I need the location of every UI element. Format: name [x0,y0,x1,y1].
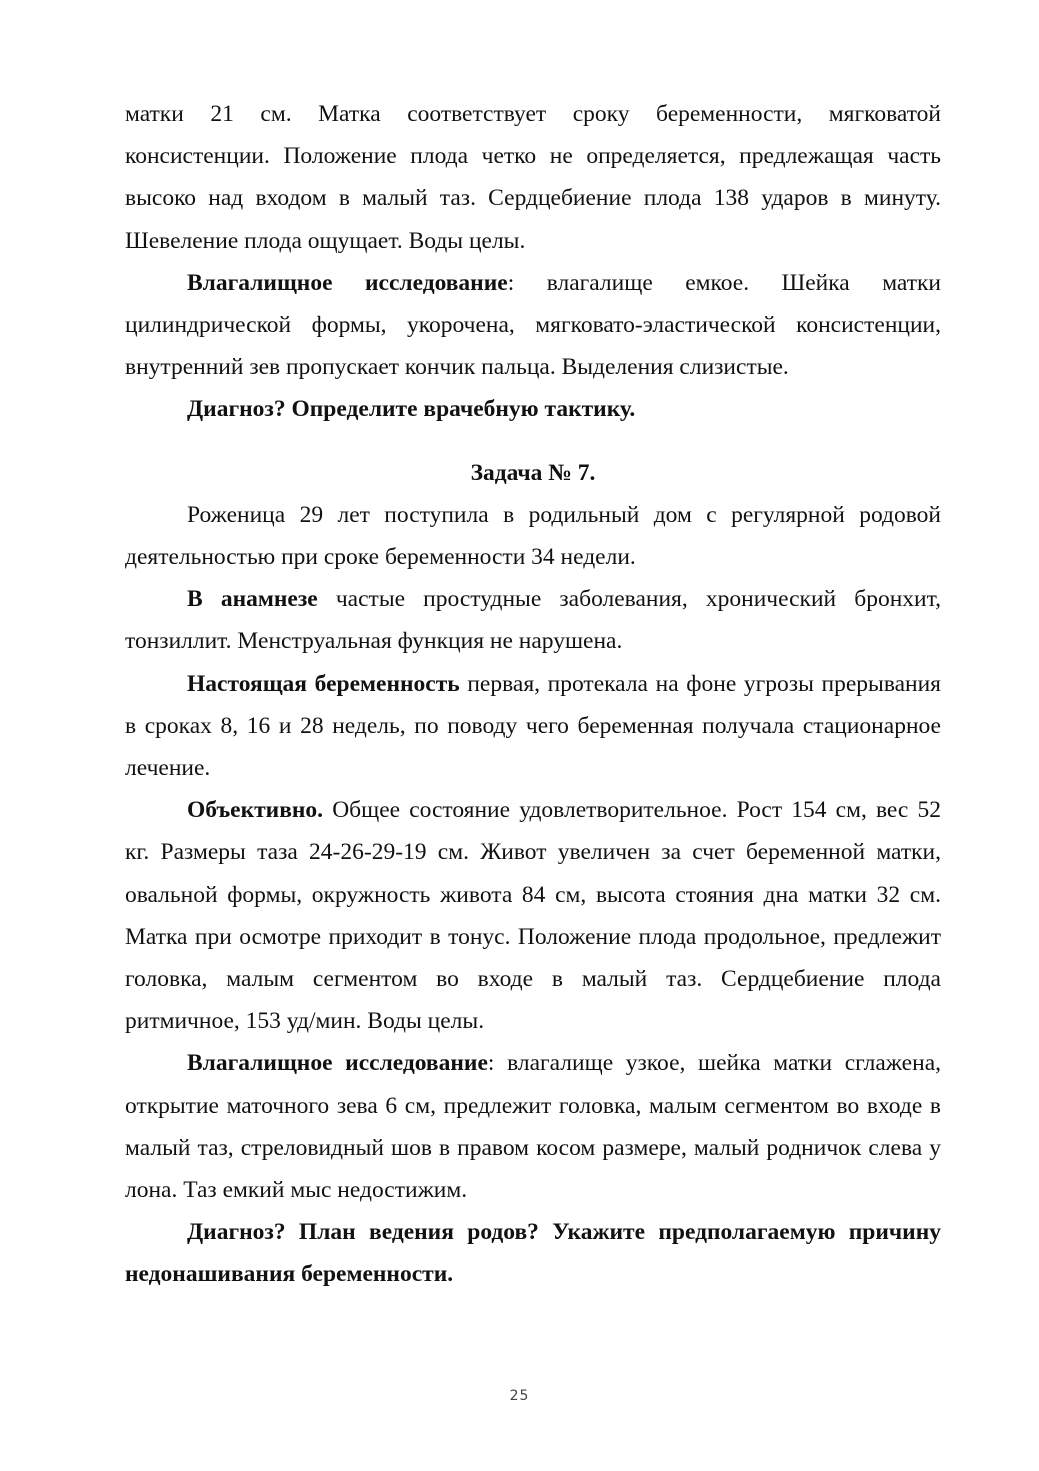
anamnesis-heading: В анамнезе [187,586,318,613]
pregnancy-heading: Настоящая беременность [187,670,460,697]
question-2 [125,1211,941,1295]
document-page [125,93,941,1296]
task-title: Задача № 7. [470,459,596,486]
anamnesis-text: частые простудные заболевания, хронический бронхит, тонзиллит. Менструальная функция не нарушена. [125,586,941,655]
anamnesis-paragraph [125,578,941,662]
intro-paragraph: Роженица 29 лет поступила в родильный дом с регулярной родовой деятельностью при сроке беременности 34 недели. [125,501,941,571]
page-number: 25 [509,1388,530,1404]
vaginal-exam-paragraph-2 [125,1042,941,1211]
objective-heading: Объективно. [187,797,324,824]
vaginal-exam-text-2: : влагалище узкое, шейка матки сглажена, открытие маточного зева 6 см, предлежит головка, малым сегментом во входе в малый таз, стреловидный шов в правом косом размере, малый родничок слева у лона. Таз емкий мыс недостижим. [125,1050,941,1204]
question-2-text: Диагноз? План ведения родов? Укажите предполагаемую причину недонашивания беременности. [125,1219,941,1288]
vaginal-exam-text-1: : влагалище емкое. Шейка матки цилиндрической формы, укорочена, мягковато-эластической консистенции, внутренний зев пропускает кончик пальца. Выделения слизистые. [125,269,941,381]
vaginal-exam-heading-1: Влагалищное исследование [187,269,508,296]
objective-paragraph [125,789,941,1042]
pregnancy-text: первая, протекала на фоне угрозы прерывания в сроках 8, 16 и 28 недель, по поводу чего беременная получала стационарное лечение. [125,670,941,782]
question-1-text: Диагноз? Определите врачебную тактику. [187,396,636,423]
question-1 [125,388,941,430]
objective-text: Общее состояние удовлетворительное. Рост 154 см, вес 52 кг. Размеры таза 24-26-29-19 см. Живот увеличен за счет беременной матки, овальной формы, окружность живота 84 см, высота стояния дна матки 32 см. Матка при осмотре приходит в тонус. Положение плода продольное, предлежит головка, малым сегментом во входе в малый таз. Сердцебиение плода ритмичное, 153 уд/мин. Воды целы. [125,797,941,1035]
pregnancy-paragraph [125,663,941,790]
vaginal-exam-paragraph-1 [125,262,941,389]
vaginal-exam-heading-2: Влагалищное исследование [187,1050,488,1077]
continued-paragraph: матки 21 см. Матка соответствует сроку беременности, мягковатой консистенции. Положение плода четко не определяется, предлежащая часть высоко над входом в малый таз. Сердцебиение плода 138 ударов в минуту. Шевеление плода ощущает. Воды целы. [125,101,941,254]
